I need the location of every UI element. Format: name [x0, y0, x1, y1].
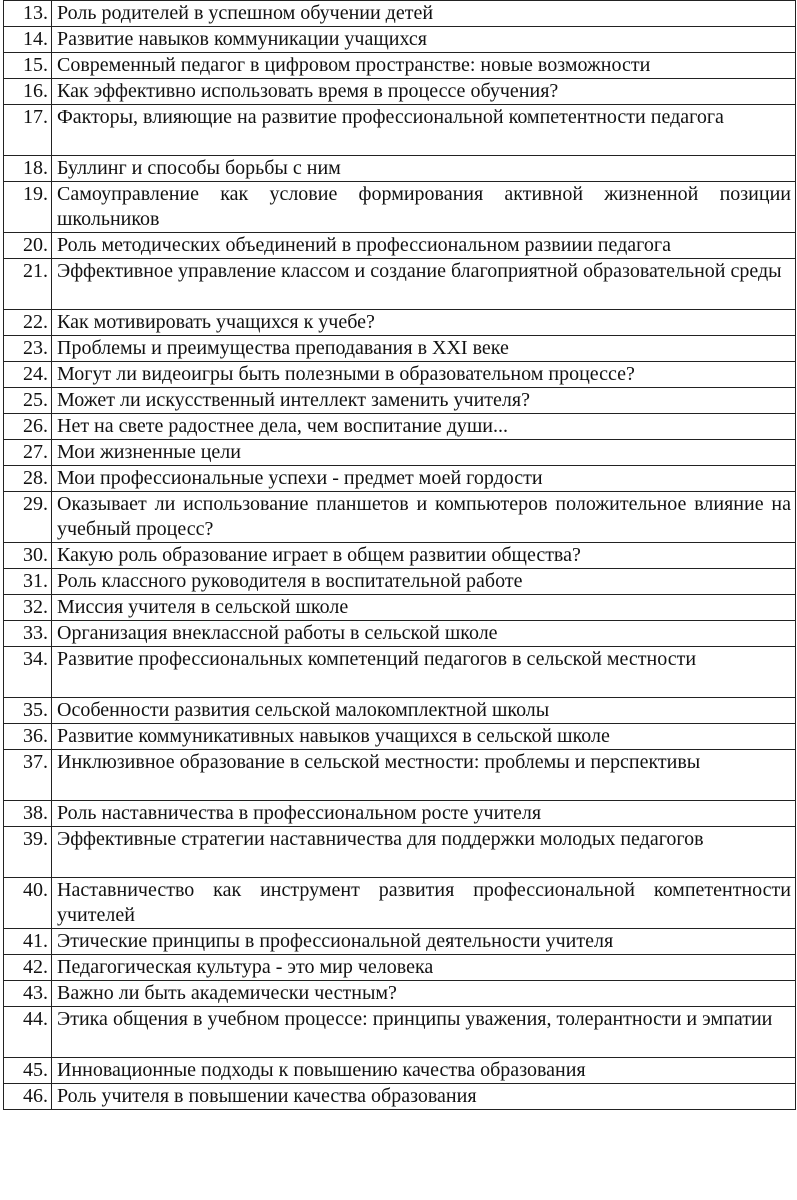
topic-title: Организация внеклассной работы в сельской школе [52, 621, 796, 647]
topic-number: 44. [4, 1007, 52, 1058]
topic-row [4, 981, 796, 1007]
topic-title: Мои профессиональные успехи - предмет моей гордости [52, 466, 796, 492]
topic-number: 15. [4, 53, 52, 79]
topic-title: Эффективное управление классом и создание благоприятной образовательной среды [52, 259, 796, 310]
topic-title: Роль родителей в успешном обучении детей [52, 1, 796, 27]
topic-title: Нет на свете радостнее дела, чем воспитание души... [52, 414, 796, 440]
topic-row [4, 1084, 796, 1110]
topic-row [4, 336, 796, 362]
topic-number: 25. [4, 388, 52, 414]
topic-title: Важно ли быть академически честным? [52, 981, 796, 1007]
topic-number: 19. [4, 182, 52, 233]
topic-title: Миссия учителя в сельской школе [52, 595, 796, 621]
topic-row [4, 827, 796, 878]
topic-title: Мои жизненные цели [52, 440, 796, 466]
topic-number: 31. [4, 569, 52, 595]
topic-row [4, 156, 796, 182]
topic-number: 26. [4, 414, 52, 440]
topic-row [4, 750, 796, 801]
topic-title: Наставничество как инструмент развития профессиональной компетентности учителей [52, 878, 796, 929]
topic-number: 41. [4, 929, 52, 955]
topic-row [4, 440, 796, 466]
topic-title: Роль наставничества в профессиональном росте учителя [52, 801, 796, 827]
topic-title: Факторы, влияющие на развитие профессиональной компетентности педагога [52, 105, 796, 156]
topic-row [4, 569, 796, 595]
topic-title: Может ли искусственный интеллект заменить учителя? [52, 388, 796, 414]
topic-number: 23. [4, 336, 52, 362]
topic-row [4, 1058, 796, 1084]
topic-title: Развитие навыков коммуникации учащихся [52, 27, 796, 53]
topics-table [3, 0, 796, 1110]
topic-number: 30. [4, 543, 52, 569]
topic-row [4, 724, 796, 750]
topic-row [4, 388, 796, 414]
topic-row [4, 1, 796, 27]
topic-number: 42. [4, 955, 52, 981]
topic-number: 17. [4, 105, 52, 156]
topic-row [4, 233, 796, 259]
topic-title: Этика общения в учебном процессе: принципы уважения, толерантности и эмпатии [52, 1007, 796, 1058]
topic-row [4, 53, 796, 79]
topic-number: 39. [4, 827, 52, 878]
topic-number: 35. [4, 698, 52, 724]
topic-row [4, 259, 796, 310]
topic-title: Развитие коммуникативных навыков учащихся в сельской школе [52, 724, 796, 750]
topic-title: Могут ли видеоигры быть полезными в образовательном процессе? [52, 362, 796, 388]
topic-row [4, 543, 796, 569]
topic-title: Инновационные подходы к повышению качества образования [52, 1058, 796, 1084]
topic-title: Роль классного руководителя в воспитательной работе [52, 569, 796, 595]
topic-title: Буллинг и способы борьбы с ним [52, 156, 796, 182]
topic-row [4, 801, 796, 827]
topic-row [4, 929, 796, 955]
topic-number: 29. [4, 492, 52, 543]
topic-row [4, 492, 796, 543]
topic-number: 22. [4, 310, 52, 336]
topic-title: Оказывает ли использование планшетов и компьютеров положительное влияние на учебный процесс? [52, 492, 796, 543]
topic-title: Какую роль образование играет в общем развитии общества? [52, 543, 796, 569]
topic-title: Развитие профессиональных компетенций педагогов в сельской местности [52, 647, 796, 698]
topic-number: 38. [4, 801, 52, 827]
topic-row [4, 466, 796, 492]
topic-title: Как мотивировать учащихся к учебе? [52, 310, 796, 336]
topic-title: Современный педагог в цифровом пространстве: новые возможности [52, 53, 796, 79]
topic-title: Эффективные стратегии наставничества для поддержки молодых педагогов [52, 827, 796, 878]
topic-row [4, 414, 796, 440]
topic-row [4, 105, 796, 156]
topic-number: 36. [4, 724, 52, 750]
topic-title: Роль учителя в повышении качества образования [52, 1084, 796, 1110]
topic-number: 18. [4, 156, 52, 182]
topic-title: Этические принципы в профессиональной деятельности учителя [52, 929, 796, 955]
topic-number: 33. [4, 621, 52, 647]
topic-number: 46. [4, 1084, 52, 1110]
topics-table-body [4, 1, 796, 1110]
topic-number: 27. [4, 440, 52, 466]
topic-title: Роль методических объединений в профессиональном развиии педагога [52, 233, 796, 259]
topic-row [4, 621, 796, 647]
topic-number: 21. [4, 259, 52, 310]
topic-row [4, 362, 796, 388]
topic-title: Педагогическая культура - это мир человека [52, 955, 796, 981]
topic-title: Как эффективно использовать время в процессе обучения? [52, 79, 796, 105]
topic-number: 20. [4, 233, 52, 259]
topic-number: 45. [4, 1058, 52, 1084]
topic-number: 37. [4, 750, 52, 801]
topic-row [4, 79, 796, 105]
topic-title: Проблемы и преимущества преподавания в XXI веке [52, 336, 796, 362]
topic-title: Инклюзивное образование в сельской местности: проблемы и перспективы [52, 750, 796, 801]
topic-title: Самоуправление как условие формирования активной жизненной позиции школьников [52, 182, 796, 233]
topic-row [4, 595, 796, 621]
topic-row [4, 878, 796, 929]
topic-number: 24. [4, 362, 52, 388]
topic-number: 28. [4, 466, 52, 492]
topic-row [4, 647, 796, 698]
topic-number: 40. [4, 878, 52, 929]
topic-row [4, 182, 796, 233]
topic-row [4, 1007, 796, 1058]
topic-number: 43. [4, 981, 52, 1007]
topic-title: Особенности развития сельской малокомплектной школы [52, 698, 796, 724]
topic-number: 14. [4, 27, 52, 53]
topic-number: 13. [4, 1, 52, 27]
topic-number: 16. [4, 79, 52, 105]
topic-row [4, 310, 796, 336]
topic-row [4, 698, 796, 724]
topic-row [4, 955, 796, 981]
topic-number: 32. [4, 595, 52, 621]
topic-row [4, 27, 796, 53]
topic-number: 34. [4, 647, 52, 698]
